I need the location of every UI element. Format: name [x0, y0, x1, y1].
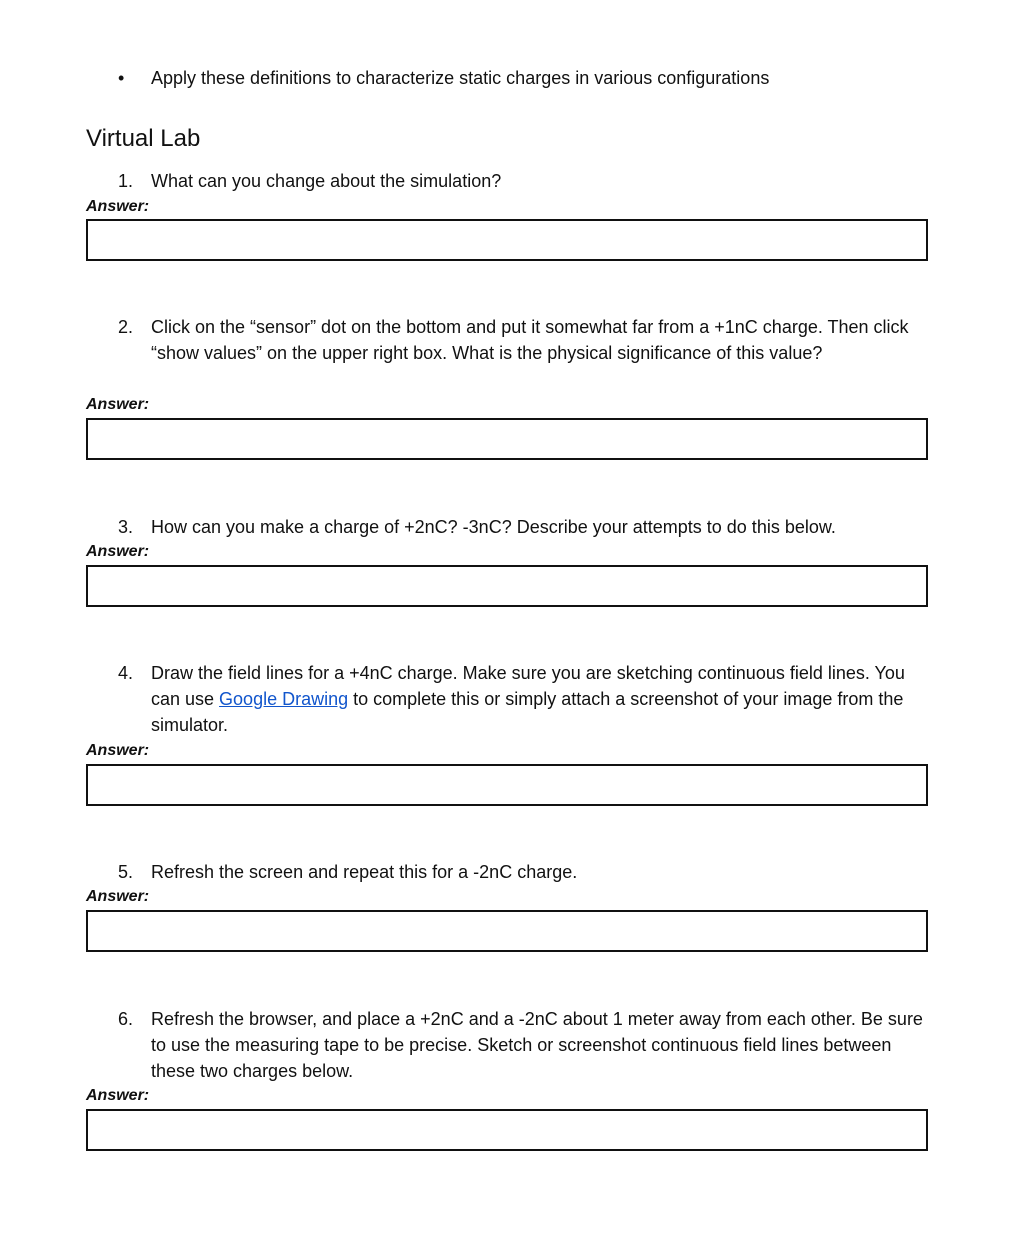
- question-text: What can you change about the simulation?: [151, 171, 502, 191]
- question-text: Click on the “sensor” dot on the bottom and put it somewhat far from a +1nC charge. Then click “show values” on the upper right box. What is the physical significance of this value?: [151, 317, 909, 363]
- answer-label-4: Answer:: [86, 742, 150, 759]
- question-3: [118, 514, 938, 540]
- bullet-icon: •: [118, 68, 125, 88]
- answer-label-5: Answer:: [86, 888, 150, 905]
- question-text: [151, 660, 938, 738]
- answer-label-3: Answer:: [86, 543, 150, 560]
- question-number: 2.: [118, 317, 134, 337]
- question-text-before-link: Draw the field lines for a +4nC charge. Make sure you are sketching continuous field lines. You can use: [151, 663, 905, 709]
- question-number: 3.: [118, 517, 134, 537]
- section-title: Virtual Lab: [86, 125, 201, 152]
- answer-label-2: Answer:: [86, 396, 150, 413]
- answer-box-1[interactable]: [86, 219, 928, 261]
- answer-label-1: Answer:: [86, 198, 150, 215]
- question-number: 6.: [118, 1009, 134, 1029]
- answer-box-2[interactable]: [86, 418, 928, 460]
- question-number: 5.: [118, 862, 134, 882]
- question-1: [118, 168, 938, 194]
- question-4: [118, 660, 938, 738]
- question-number: 4.: [118, 663, 134, 683]
- question-6: [118, 1006, 938, 1084]
- question-text: How can you make a charge of +2nC? -3nC? Describe your attempts to do this below.: [151, 517, 836, 537]
- answer-box-6[interactable]: [86, 1109, 928, 1151]
- answer-box-3[interactable]: [86, 565, 928, 607]
- question-2: [118, 314, 938, 366]
- answer-box-5[interactable]: [86, 910, 928, 952]
- question-number: 1.: [118, 171, 134, 191]
- google-drawing-link[interactable]: Google Drawing: [219, 689, 349, 709]
- question-5: [118, 859, 938, 885]
- intro-bullet: [118, 66, 769, 90]
- question-text-after-link: to complete this or simply attach a screenshot of your image from the simulator.: [151, 689, 904, 735]
- question-text: Refresh the screen and repeat this for a -2nC charge.: [151, 862, 578, 882]
- question-text: Refresh the browser, and place a +2nC and a -2nC about 1 meter away from each other. Be sure to use the measuring tape to be precise. Sketch or screenshot continuous field lines between these two charges below.: [151, 1009, 923, 1081]
- answer-label-6: Answer:: [86, 1087, 150, 1104]
- answer-box-4[interactable]: [86, 764, 928, 806]
- intro-bullet-text: Apply these definitions to characterize static charges in various configurations: [151, 68, 770, 88]
